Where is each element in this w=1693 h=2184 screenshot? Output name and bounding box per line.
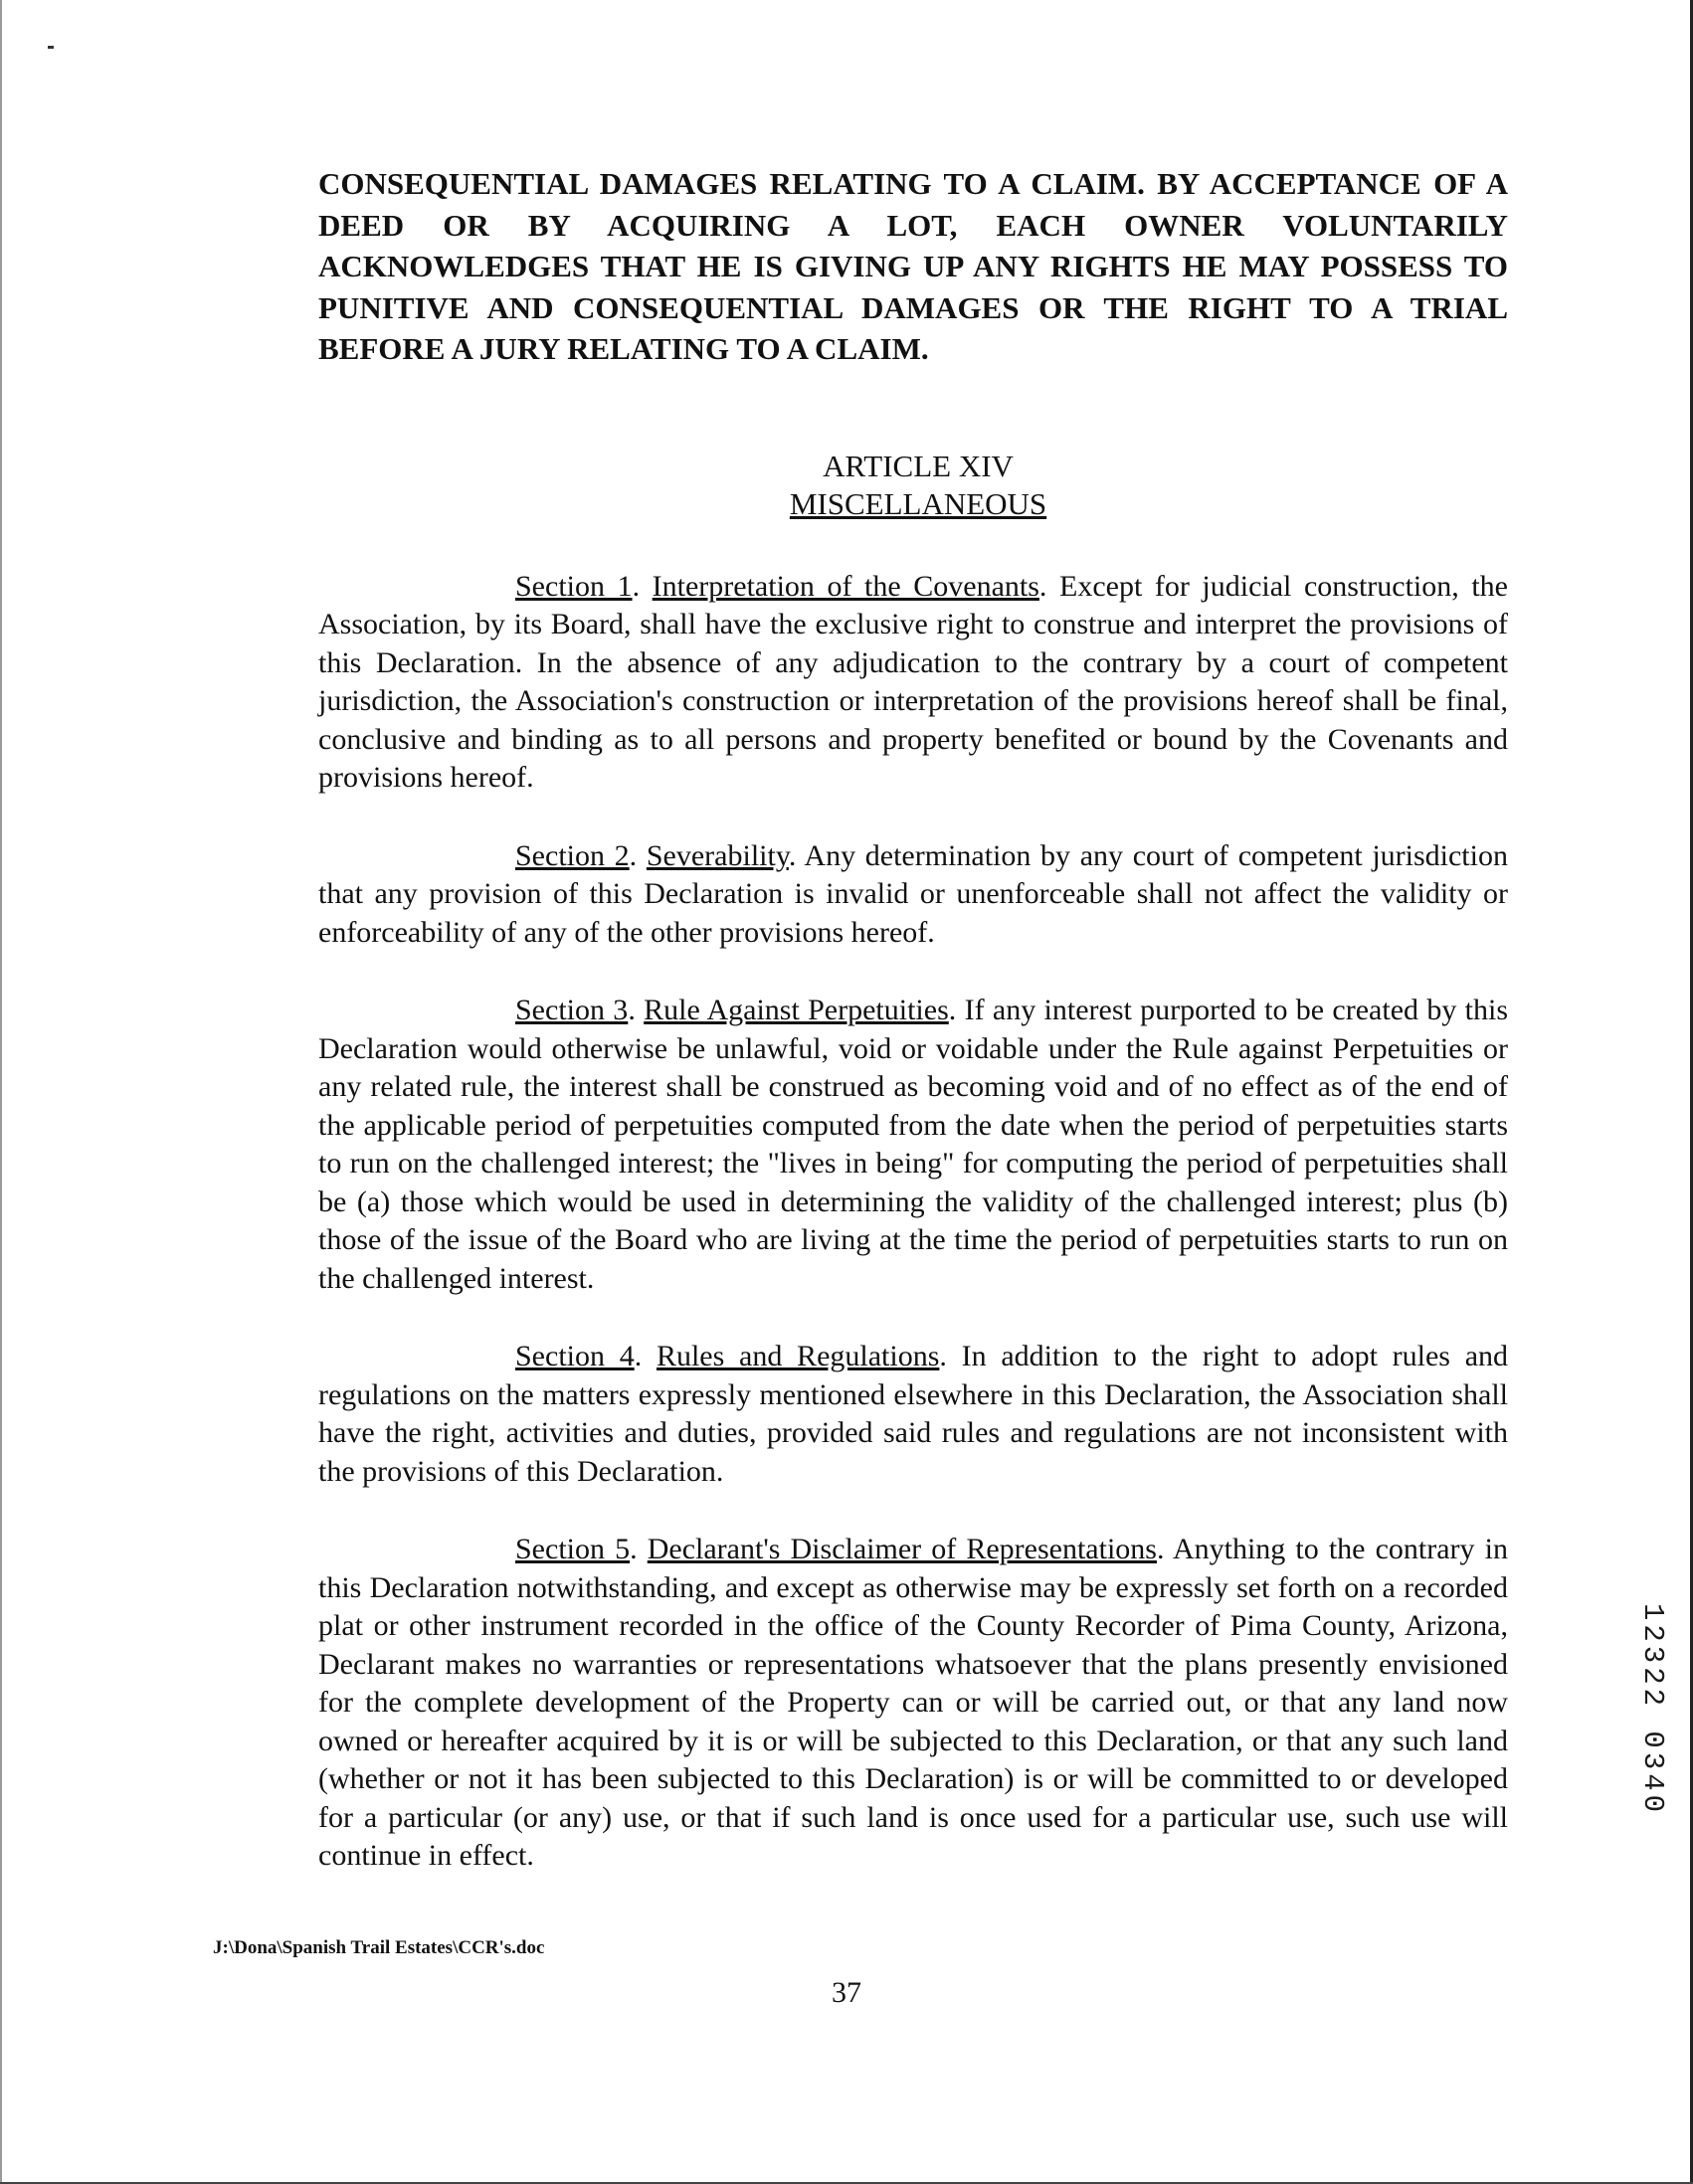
- section-label: Section 3: [515, 994, 629, 1026]
- page-number: 37: [832, 1976, 861, 2009]
- footer-file-path: J:\Dona\Spanish Trail Estates\CCR's.doc: [213, 1937, 545, 1958]
- section-title: Interpretation of the Covenants: [652, 569, 1039, 603]
- section-body: In addition to the right to adopt rules and regulations on the matters expressly mentioned elsewhere in this Declaration, the Association shall have the right, activities and duties, provided said rules and regulations are not inconsistent with the provisions of this Declaration.: [318, 1340, 1509, 1488]
- caps-paragraph: CONSEQUENTIAL DAMAGES RELATING TO A CLAIM. BY ACCEPTANCE OF A DEED OR BY ACQUIRING A LOT, EACH OWNER VOLUNTARILY ACKNOWLEDGES THAT HE IS GIVING UP ANY RIGHTS HE MAY POSSESS TO PUNITIVE AND CONSEQUENTIAL DAMAGES OR THE RIGHT TO A TRIAL BEFORE A JURY RELATING TO A CLAIM.: [318, 166, 1508, 366]
- section-1: Section 1. Interpretation of the Covenants. Except for judicial construction, the Association, by its Board, shall have the exclusive right to construe and interpret the provisions of this Declaration. In the absence of any adjudication to the contrary by a court of competent jurisdiction, the Association's construction or interpretation of the provisions hereof shall be final, conclusive and binding as to all persons and property benefited or bound by the Covenants and provisions hereof.: [318, 569, 1508, 794]
- recording-stamp-text: 12322 0340: [1636, 1603, 1669, 1817]
- scan-edge-left: [0, 0, 2, 2184]
- article-title: MISCELLANEOUS: [789, 485, 1047, 521]
- section-label: Section 4: [515, 1340, 635, 1372]
- section-title: Severability: [646, 838, 789, 872]
- section-5: Section 5. Declarant's Disclaimer of Representations. Anything to the contrary in this Declaration notwithstanding, and except as otherwise may be expressly set forth on a recorded plat or other instrument recorded in the office of the County Recorder of Pima County, Arizona, Declarant makes no warranties or representations whatsoever that the plans presently envisioned for the complete development of the Property can or will be carried out, or that any land now owned or hereafter acquired by it is or will be subjected to this Declaration, or that any such land (whether or not it has been subjected to this Declaration) is or will be committed to or developed for a particular (or any) use, or that if such land is once used for a particular use, such use will continue in effect.: [318, 1533, 1508, 1872]
- recording-stamp: [1636, 1603, 1669, 1882]
- section-body: If any interest purported to be created by this Declaration would otherwise be unlawful, void or voidable under the Rule against Perpetuities or any related rule, the interest shall be construed as becoming void and of no effect as of the end of the applicable period of perpetuities computed from the date when the period of perpetuities starts to run on the challenged interest; the "lives in being" for computing the period of perpetuities shall be (a) those which would be used in determining the validity of the challenged interest; plus (b) those of the issue of the Board who are living at the time the period of perpetuities starts to run on the challenged interest.: [318, 994, 1508, 1295]
- section-4: Section 4. Rules and Regulations. In addition to the right to adopt rules and regulations on the matters expressly mentioned elsewhere in this Declaration, the Association shall have the right, activities and duties, provided said rules and regulations are not inconsistent with the provisions of this Declaration.: [318, 1340, 1509, 1488]
- section-title: Declarant's Disclaimer of Representations: [647, 1533, 1157, 1565]
- section-2: Section 2. Severability. Any determination by any court of competent jurisdiction that any provision of this Declaration is invalid or unenforceable shall not affect the validity or enforceability of any of the other provisions hereof.: [318, 838, 1508, 949]
- scan-speck: [48, 46, 54, 49]
- section-label: Section 5: [515, 1533, 631, 1565]
- section-label: Section 1: [515, 569, 633, 603]
- section-body: Except for judicial construction, the Association, by its Board, shall have the exclusive right to construe and interpret the provisions of this Declaration. In the absence of any adjudication to the contrary by a court of competent jurisdiction, the Association's construction or interpretation of the provisions hereof shall be final, conclusive and binding as to all persons and property benefited or bound by the Covenants and provisions hereof.: [318, 569, 1508, 794]
- section-body: Anything to the contrary in this Declaration notwithstanding, and except as otherwise may be expressly set forth on a recorded plat or other instrument recorded in the office of the County Recorder of Pima County, Arizona, Declarant makes no warranties or representations whatsoever that the plans presently envisioned for the complete development of the Property can or will be carried out, or that any land now owned or hereafter acquired by it is or will be subjected to this Declaration, or that any such land (whether or not it has been subjected to this Declaration) is or will be committed to or developed for a particular (or any) use, or that if such land is once used for a particular use, such use will continue in effect.: [318, 1533, 1508, 1872]
- document-body: [318, 163, 1508, 1876]
- section-title: Rule Against Perpetuities: [644, 994, 949, 1026]
- section-3: Section 3. Rule Against Perpetuities. If any interest purported to be created by this Declaration would otherwise be unlawful, void or voidable under the Rule against Perpetuities or any related rule, the interest shall be construed as becoming void and of no effect as of the end of the applicable period of perpetuities computed from the date when the period of perpetuities starts to run on the challenged interest; the "lives in being" for computing the period of perpetuities shall be (a) those which would be used in determining the validity of the challenged interest; plus (b) those of the issue of the Board who are living at the time the period of perpetuities starts to run on the challenged interest.: [318, 994, 1508, 1295]
- article-heading: [318, 448, 1508, 523]
- article-number: ARTICLE XIV: [823, 448, 1014, 483]
- section-title: Rules and Regulations: [656, 1340, 940, 1372]
- section-label: Section 2: [515, 838, 630, 872]
- section-body: Any determination by any court of competent jurisdiction that any provision of this Declaration is invalid or unenforceable shall not affect the validity or enforceability of any of the other provisions hereof.: [318, 838, 1508, 949]
